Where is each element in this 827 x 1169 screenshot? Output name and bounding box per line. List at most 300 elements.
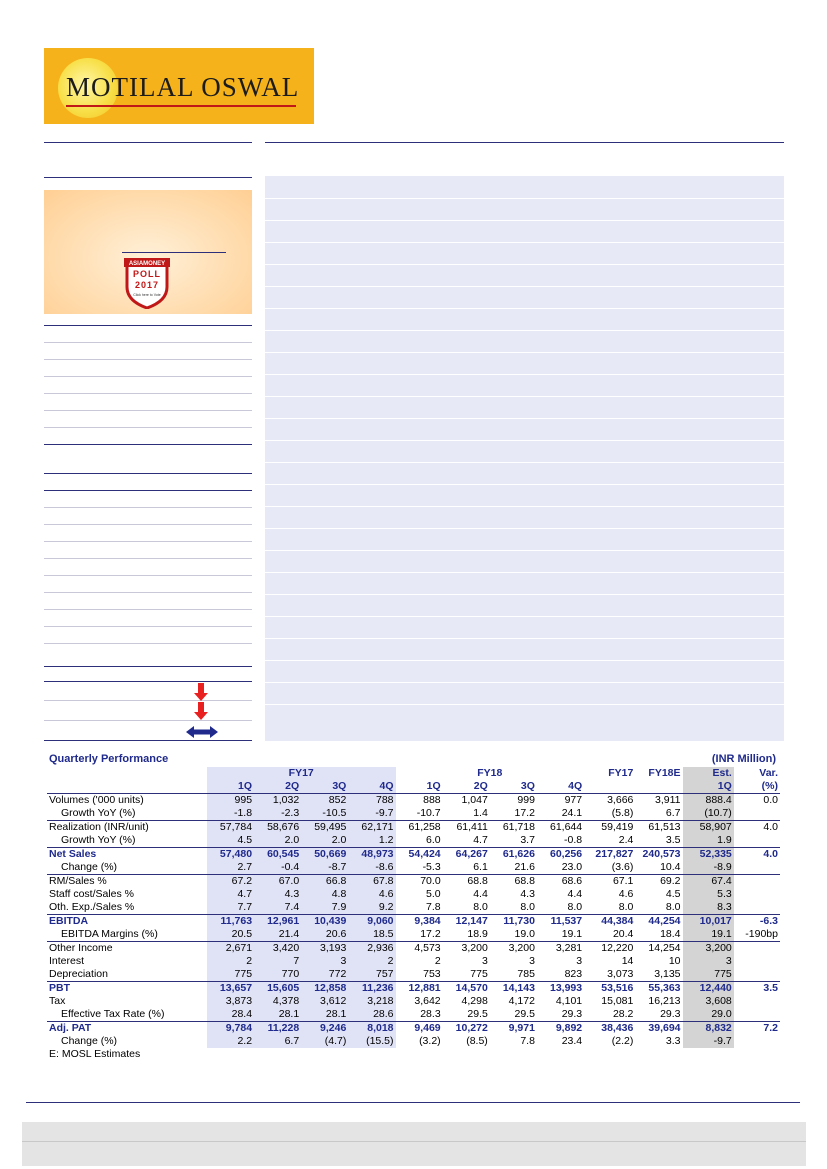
table-cell: 64,267: [443, 848, 490, 862]
table-cell: 68.6: [537, 875, 584, 889]
table-cell: [734, 807, 780, 821]
table-cell: 23.0: [561, 861, 583, 873]
table-cell: -10.7: [416, 807, 441, 819]
table-cell: 8.0: [618, 901, 634, 913]
table-cell: [734, 995, 780, 1008]
table-cell: [734, 834, 780, 848]
table-cell: 61,626: [490, 848, 537, 862]
table-cell: 4,101: [555, 995, 583, 1007]
table-cell: 17.2: [514, 807, 535, 819]
left-row-line: [44, 342, 252, 343]
table-cell: 13,657: [207, 982, 254, 996]
table-cell: 4.8: [301, 888, 348, 901]
table-cell: 48,973: [348, 848, 395, 862]
table-cell: 10,017: [683, 915, 734, 929]
table-cell: 3.5: [665, 834, 681, 846]
table-cell: 4.3: [254, 888, 301, 901]
table-cell: 10,272: [443, 1022, 490, 1036]
table-row: [47, 968, 780, 982]
table-cell: (4.7): [301, 1035, 348, 1048]
footer-bar: [22, 1122, 806, 1166]
table-cell: [734, 1035, 780, 1048]
row-label: RM/Sales %: [47, 875, 207, 889]
table-cell: 3,218: [348, 995, 395, 1008]
table-cell: 7.8: [520, 1035, 535, 1047]
column-header: 4Q: [537, 780, 584, 794]
table-cell: [734, 875, 780, 889]
left-row-line: [44, 592, 252, 593]
table-cell: [734, 955, 780, 968]
table-cell: 4,378: [254, 995, 301, 1008]
table-cell: 52,335: [683, 848, 734, 862]
table-cell: 29.0: [683, 1008, 734, 1022]
table-cell: 19.1: [561, 928, 583, 940]
table-cell: -190bp: [745, 928, 778, 940]
row-label: EBITDA: [47, 915, 207, 929]
table-cell: 14,254: [635, 942, 682, 956]
table-cell: 5.3: [683, 888, 734, 901]
table-row: [47, 928, 780, 942]
left-row-line: [44, 626, 252, 627]
left-row-line: [44, 643, 252, 644]
table-cell: 823: [564, 968, 583, 980]
column-header: 3Q: [301, 780, 348, 794]
column-header: 3Q: [490, 780, 537, 794]
table-cell: 9,060: [348, 915, 395, 929]
table-cell: 59,495: [301, 821, 348, 835]
table-cell: 3: [576, 955, 583, 967]
table-cell: 57,480: [207, 848, 254, 862]
table-cell: 775: [683, 968, 734, 982]
table-cell: 53,516: [584, 982, 635, 996]
row-label: Other Income: [47, 942, 207, 956]
row-label: Tax: [49, 995, 66, 1007]
table-cell: -8.9: [683, 861, 734, 875]
table-cell: 11,763: [207, 915, 254, 929]
table-cell: 19.0: [514, 928, 535, 940]
column-header: [635, 780, 682, 794]
table-cell: 44,254: [635, 915, 682, 929]
left-header-line: [44, 142, 252, 143]
table-cell: 3: [481, 955, 488, 967]
left-row-line: [44, 609, 252, 610]
table-cell: 772: [301, 968, 348, 982]
table-cell: 888.4: [683, 794, 734, 808]
table-cell: -0.8: [564, 834, 583, 846]
left-row-line: [44, 359, 252, 360]
table-cell: -0.4: [254, 861, 301, 875]
down-arrow-icon: [196, 702, 206, 720]
table-cell: 4.4: [473, 888, 488, 900]
quarterly-performance-table: [47, 752, 780, 1061]
table-cell: 29.3: [660, 1008, 681, 1020]
table-cell: 3.3: [665, 1035, 681, 1047]
table-row: [47, 794, 780, 808]
table-cell: 18.9: [467, 928, 488, 940]
left-section-line: [44, 177, 252, 178]
left-row-line: [44, 681, 252, 682]
table-cell: -10.5: [301, 807, 348, 821]
table-cell: 20.5: [207, 928, 254, 942]
table-row: [47, 1022, 780, 1036]
left-row-line: [44, 473, 252, 474]
table-cell: 6.7: [254, 1035, 301, 1048]
column-header: (%): [734, 780, 780, 794]
table-cell: 6.0: [426, 834, 441, 846]
table-cell: 8.0: [665, 901, 681, 913]
table-source-note: E: MOSL Estimates: [49, 1048, 141, 1060]
table-cell: 4.3: [520, 888, 535, 900]
row-label: Staff cost/Sales %: [49, 888, 135, 900]
left-row-line: [44, 393, 252, 394]
table-cell: 1.9: [683, 834, 734, 848]
table-cell: 8,018: [348, 1022, 395, 1036]
table-row: [47, 1035, 780, 1048]
table-cell: -8.6: [348, 861, 395, 875]
table-cell: 61,411: [443, 821, 490, 835]
table-cell: 753: [423, 968, 441, 980]
table-cell: 17.2: [420, 928, 441, 940]
table-cell: 38,436: [584, 1022, 635, 1036]
table-cell: 62,171: [348, 821, 395, 835]
table-cell: 14: [621, 955, 634, 967]
table-cell: 12,147: [443, 915, 490, 929]
table-cell: 3: [683, 955, 734, 968]
table-cell: 4.6: [348, 888, 395, 901]
table-row: [47, 848, 780, 862]
table-cell: -9.7: [348, 807, 395, 821]
table-unit: (INR Million): [711, 753, 776, 765]
table-cell: 3,073: [607, 968, 634, 980]
table-cell: 58,676: [254, 821, 301, 835]
table-cell: 61,513: [635, 821, 682, 835]
table-cell: 3.7: [520, 834, 535, 846]
left-row-line: [44, 490, 252, 491]
double-arrow-icon: [186, 726, 218, 738]
motilal-oswal-logo: [44, 48, 314, 124]
table-cell: 2,671: [207, 942, 254, 956]
table-cell: 4.5: [207, 834, 254, 848]
down-arrow-icon: [196, 683, 206, 701]
summary-panel: [265, 176, 784, 741]
table-cell: 1.4: [473, 807, 488, 819]
table-cell: 21.4: [254, 928, 301, 942]
left-row-line: [44, 524, 252, 525]
row-label: Growth YoY (%): [61, 807, 136, 819]
table-cell: 4.6: [618, 888, 634, 900]
table-cell: 888: [423, 794, 441, 806]
table-cell: 7.9: [301, 901, 348, 915]
table-cell: 67.8: [348, 875, 395, 889]
table-cell: 217,827: [584, 848, 635, 862]
table-cell: (2.2): [611, 1035, 634, 1047]
badge-vote-link[interactable]: Click here to Vote: [133, 293, 161, 297]
badge-poll: POLL: [133, 269, 161, 279]
group-variance: Var.: [759, 767, 778, 779]
table-cell: -1.8: [207, 807, 254, 821]
table-row: [47, 834, 780, 848]
table-cell: 11,236: [348, 982, 395, 996]
table-cell: 21.6: [514, 861, 535, 873]
table-cell: 3,612: [301, 995, 348, 1008]
column-header: 4Q: [348, 780, 395, 794]
table-cell: 2.0: [301, 834, 348, 848]
table-body: [47, 767, 780, 1048]
logo-text: MOTILAL OSWAL: [66, 72, 300, 102]
row-label: Net Sales: [47, 848, 207, 862]
left-row-line: [44, 720, 252, 721]
table-cell: 58,907: [683, 821, 734, 835]
badge-title: ASIAMONEY: [128, 261, 166, 267]
table-cell: 19.1: [683, 928, 734, 942]
left-row-line: [44, 666, 252, 667]
table-cell: 28.3: [420, 1008, 441, 1020]
table-group-header: [47, 767, 780, 780]
row-label: Adj. PAT: [47, 1022, 207, 1036]
table-cell: 7.2: [734, 1022, 780, 1036]
row-label: Realization (INR/unit): [47, 821, 207, 835]
column-header: 1Q: [207, 780, 254, 794]
table-cell: 57,784: [207, 821, 254, 835]
table-cell: 3,642: [414, 995, 441, 1007]
table-cell: 61,718: [490, 821, 537, 835]
table-cell: 4.7: [473, 834, 488, 846]
table-cell: 8.0: [520, 901, 535, 913]
table-cell: 55,363: [635, 982, 682, 996]
table-cell: 3,666: [607, 794, 634, 806]
table-cell: 54,424: [396, 848, 443, 862]
award-divider: [122, 252, 226, 253]
table-cell: 4,298: [461, 995, 488, 1007]
column-header: 1Q: [396, 780, 443, 794]
table-cell: (3.6): [611, 861, 634, 873]
table-cell: 28.4: [207, 1008, 254, 1022]
table-cell: 8.0: [567, 901, 583, 913]
table-cell: 29.5: [514, 1008, 535, 1020]
table-cell: 4.0: [734, 821, 780, 835]
table-row: [47, 915, 780, 929]
table-cell: 24.1: [561, 807, 583, 819]
table-cell: 3,200: [490, 942, 537, 956]
award-panel: [44, 190, 252, 314]
table-cell: 788: [348, 794, 395, 808]
table-cell: 785: [517, 968, 535, 980]
table-cell: 68.8: [443, 875, 490, 889]
table-cell: 12,858: [301, 982, 348, 996]
table-cell: 3,193: [301, 942, 348, 956]
table-cell: 10.4: [660, 861, 681, 873]
table-cell: 8,832: [683, 1022, 734, 1036]
table-cell: 9.2: [348, 901, 395, 915]
table-cell: 11,228: [254, 1022, 301, 1036]
table-cell: 0.0: [763, 794, 778, 806]
table-cell: 3,873: [207, 995, 254, 1008]
table-cell: 3,200: [683, 942, 734, 956]
table-cell: -6.3: [734, 915, 780, 929]
table-cell: 14,570: [443, 982, 490, 996]
row-label: Change (%): [61, 861, 118, 873]
table-title: Quarterly Performance: [49, 753, 169, 765]
table-cell: 2.7: [207, 861, 254, 875]
table-cell: 13,993: [537, 982, 584, 996]
table-cell: 7.7: [207, 901, 254, 915]
table-cell: 9,971: [490, 1022, 537, 1036]
table-cell: 775: [470, 968, 488, 980]
table-row: [47, 888, 780, 901]
badge-year: 2017: [134, 280, 160, 290]
column-header: 2Q: [443, 780, 490, 794]
row-label: Volumes ('000 units): [49, 794, 144, 806]
table-cell: [734, 968, 780, 982]
table-cell: 12,961: [254, 915, 301, 929]
row-label: Effective Tax Rate (%): [61, 1008, 165, 1020]
row-label: Depreciation: [49, 968, 108, 980]
asiamoney-poll-badge[interactable]: [121, 255, 173, 309]
left-row-line: [44, 325, 252, 326]
table-cell: 3,281: [537, 942, 584, 956]
table-cell: 67.1: [584, 875, 635, 889]
row-label: PBT: [47, 982, 207, 996]
table-cell: 8.0: [473, 901, 488, 913]
table-cell: 61,258: [396, 821, 443, 835]
table-cell: 14,143: [490, 982, 537, 996]
table-row: [47, 821, 780, 835]
table-cell: (15.5): [348, 1035, 395, 1048]
table-cell: 28.1: [254, 1008, 301, 1022]
column-header: [584, 780, 635, 794]
table-cell: 6.1: [473, 861, 488, 873]
table-cell: 18.5: [348, 928, 395, 942]
table-cell: 60,256: [537, 848, 584, 862]
table-cell: 757: [348, 968, 395, 982]
row-label: Change (%): [61, 1035, 118, 1047]
table-row: [47, 982, 780, 996]
table-row: [47, 901, 780, 915]
table-row: [47, 861, 780, 875]
table-cell: 12,440: [683, 982, 734, 996]
table-row: [47, 995, 780, 1008]
table-cell: 39,694: [635, 1022, 682, 1036]
column-header: 1Q: [683, 780, 734, 794]
row-label: EBITDA Margins (%): [61, 928, 158, 940]
table-cell: 16,213: [648, 995, 681, 1007]
table-row: [47, 807, 780, 821]
table-cell: 977: [564, 794, 583, 806]
table-cell: 3,135: [654, 968, 681, 980]
row-label: Oth. Exp./Sales %: [49, 901, 135, 913]
table-cell: 69.2: [635, 875, 682, 889]
footer-divider: [26, 1102, 800, 1103]
left-row-line: [44, 427, 252, 428]
table-cell: 11,730: [490, 915, 537, 929]
table-cell: 2.2: [207, 1035, 254, 1048]
table-cell: 9,892: [537, 1022, 584, 1036]
table-cell: 15,605: [254, 982, 301, 996]
right-header-line: [265, 142, 784, 143]
group-fy18e-annual: FY18E: [648, 767, 681, 779]
left-row-line: [44, 700, 252, 701]
table-cell: 4,573: [396, 942, 443, 956]
row-label: Growth YoY (%): [61, 834, 136, 846]
table-cell: 240,573: [635, 848, 682, 862]
table-cell: 852: [301, 794, 348, 808]
table-cell: (8.5): [466, 1035, 488, 1047]
table-cell: 12,220: [584, 942, 635, 956]
table-cell: 4.4: [567, 888, 583, 900]
table-cell: 6.7: [665, 807, 681, 819]
left-row-line: [44, 444, 252, 445]
table-cell: 70.0: [396, 875, 443, 889]
table-cell: [734, 861, 780, 875]
logo-underline: [66, 105, 296, 107]
table-cell: 9,784: [207, 1022, 254, 1036]
table-cell: 15,081: [601, 995, 634, 1007]
left-row-line: [44, 410, 252, 411]
table-cell: 8.3: [683, 901, 734, 915]
table-cell: 5.0: [426, 888, 441, 900]
table-cell: [734, 888, 780, 901]
table-cell: -2.3: [254, 807, 301, 821]
left-row-line: [44, 575, 252, 576]
table-cell: 2.4: [618, 834, 634, 846]
table-cell: 2.0: [254, 834, 301, 848]
table-cell: 4.5: [665, 888, 681, 900]
table-cell: -5.3: [422, 861, 441, 873]
table-cell: 3: [529, 955, 535, 967]
table-cell: 4,172: [508, 995, 535, 1007]
table-cell: 61,644: [537, 821, 584, 835]
left-row-line: [44, 558, 252, 559]
table-cell: [734, 901, 780, 915]
table-cell: 23.4: [561, 1035, 583, 1047]
table-cell: 999: [517, 794, 535, 806]
table-cell: 9,246: [301, 1022, 348, 1036]
group-fy18: FY18: [477, 767, 503, 779]
table-cell: 1.2: [348, 834, 395, 848]
table-cell: 67.0: [254, 875, 301, 889]
table-cell: 3,608: [683, 995, 734, 1008]
table-cell: 2: [434, 955, 441, 967]
table-cell: 2: [207, 955, 254, 968]
table-cell: [734, 1008, 780, 1022]
table-cell: 7.4: [254, 901, 301, 915]
table-row: [47, 875, 780, 889]
left-row-line: [44, 541, 252, 542]
group-fy17-annual: FY17: [608, 767, 634, 779]
table-cell: 995: [207, 794, 254, 808]
table-cell: 59,419: [584, 821, 635, 835]
table-cell: 67.4: [683, 875, 734, 889]
left-row-line: [44, 507, 252, 508]
table-cell: 10,439: [301, 915, 348, 929]
table-cell: [734, 942, 780, 956]
row-label: Interest: [49, 955, 85, 967]
table-cell: 3,420: [254, 942, 301, 956]
table-cell: 28.2: [612, 1008, 634, 1020]
table-row: [47, 1008, 780, 1022]
table-cell: 4.0: [734, 848, 780, 862]
table-cell: 18.4: [660, 928, 681, 940]
table-cell: 29.5: [467, 1008, 488, 1020]
table-cell: 28.6: [348, 1008, 395, 1022]
table-cell: 3.5: [734, 982, 780, 996]
left-row-line: [44, 740, 252, 741]
table-cell: 2,936: [348, 942, 395, 956]
table-sub-header: [47, 780, 780, 794]
table-cell: 20.6: [301, 928, 348, 942]
table-cell: 10: [668, 955, 681, 967]
table-cell: 3,200: [443, 942, 490, 956]
